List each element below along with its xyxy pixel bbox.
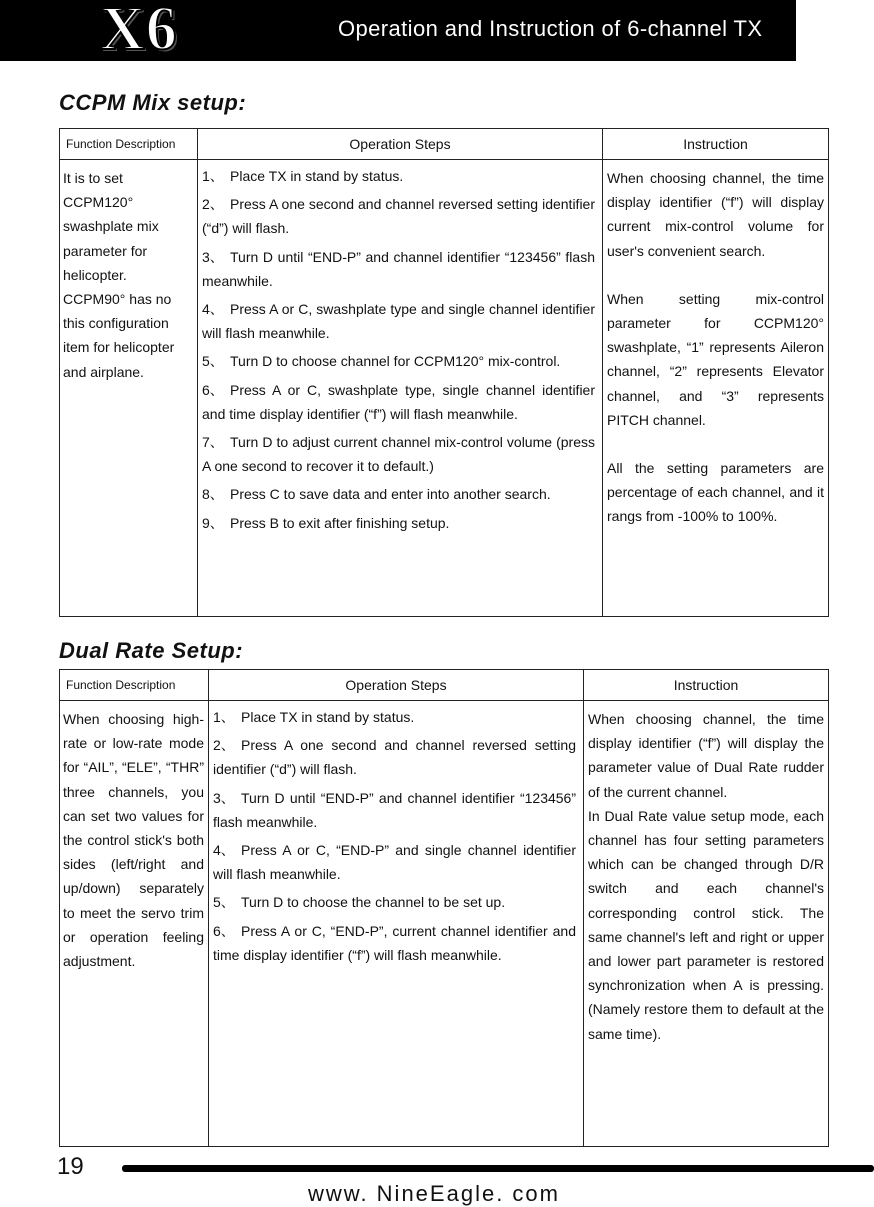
step-item [213,733,576,781]
step-item [202,297,595,345]
step-item [213,919,576,967]
dual-steps-list [209,701,583,967]
ccpm-description: It is to set CCPM120° swashplate mix parameter for helicopter. CCPM90° has no this configuration item for helicopter and airplane. [63,170,175,380]
instruction-paragraph: All the setting parameters are percentage of each channel, and it rangs from -100% to 100%. [607,460,824,525]
dual-col-function: Function Description [60,670,209,701]
step-number: 2、 [202,196,224,213]
step-number: 3、 [202,248,224,265]
step-item [202,164,595,188]
instruction-paragraph: When choosing channel, the time display identifier (“f”) will display current mix-control volume for user's convenient search. [607,170,824,259]
step-item [202,430,595,478]
step-number: 6、 [213,922,235,939]
dual-header-row [60,670,829,701]
x6-logo: X6 [100,0,178,63]
step-item [202,511,595,535]
dual-col-instruction: Instruction [584,670,829,701]
step-number: 1、 [202,168,224,184]
step-text: Place TX in stand by status. [230,168,404,184]
step-number: 5、 [202,353,224,370]
step-number: 6、 [202,381,224,398]
step-text: Press C to save data and enter into another search. [230,486,551,503]
dual-description: When choosing high-rate or low-rate mode for “AIL”, “ELE”, “THR” three channels, you can set two values for the control stick's both sides (left/right and up/down) separately to meet the servo trim or operation feeling adjustment. [63,711,204,970]
instruction-paragraph: In Dual Rate value setup mode, each channel has four setting parameters which can be changed through D/R switch and each channel's corresponding control stick. The same channel's left and right or upper and lower part parameter is restored synchronization when A is pressing. (Namely restore them to default at the same time). [588,807,824,1042]
step-text: Turn D until “END-P” and channel identifier “123456” flash meanwhile. [213,789,576,830]
ccpm-col-instruction: Instruction [603,129,829,160]
step-number: 4、 [213,842,235,859]
step-text: Press A or C, swashplate type, single channel identifier and time display identifier (“f”) will flash meanwhile. [202,381,595,422]
dual-body-row [60,701,829,1147]
dual-rate-table [59,669,829,1147]
step-number: 9、 [202,514,224,531]
ccpm-body-row [60,160,829,617]
step-item [213,890,576,914]
step-text: Press B to exit after finishing setup. [230,514,450,531]
ccpm-col-function: Function Description [60,129,198,160]
step-number: 3、 [213,789,235,806]
ccpm-steps-list [198,160,602,535]
step-number: 7、 [202,434,224,451]
step-text: Press A or C, “END-P” and single channel identifier will flash meanwhile. [213,842,576,883]
instruction-paragraph: When choosing channel, the time display identifier (“f”) will display the parameter value of Dual Rate rudder of the current channel. [588,711,824,800]
ccpm-col-steps: Operation Steps [198,129,603,160]
step-text: Press A one second and channel reversed setting identifier (“d”) will flash. [202,196,595,237]
step-text: Place TX in stand by status. [241,709,415,725]
ccpm-section-title: CCPM Mix setup: [59,90,247,115]
step-number: 1、 [213,709,235,725]
step-item [202,192,595,240]
step-text: Turn D to choose the channel to be set up. [241,894,506,911]
step-item [202,482,595,506]
step-number: 2、 [213,737,235,754]
instruction-paragraph: When setting mix-control parameter for CCPM120° swashplate, “1” represents Aileron channel, “2” represents Elevator channel, and “3” represents PITCH channel. [607,290,824,428]
page-number: 19 [57,1153,84,1180]
step-number: 5、 [213,894,235,911]
ccpm-instruction [603,160,828,529]
step-item [213,838,576,886]
step-text: Turn D to adjust current channel mix-control volume (press A one second to recover it to default.) [202,434,595,475]
ccpm-header-row [60,129,829,160]
step-number: 4、 [202,301,224,318]
step-item [213,705,576,729]
footer-url[interactable]: www. NineEagle. com [308,1181,560,1206]
header-title: Operation and Instruction of 6-channel TX [338,16,763,41]
step-item [202,378,595,426]
step-text: Turn D to choose channel for CCPM120° mix-control. [230,353,561,370]
ccpm-table [59,128,829,617]
step-text: Press A or C, “END-P”, current channel identifier and time display identifier (“f”) will flash meanwhile. [213,922,576,963]
step-item [202,349,595,373]
dual-rate-section-title: Dual Rate Setup: [59,638,244,663]
footer-divider [122,1165,874,1172]
dual-instruction [584,701,828,1046]
step-text: Press A one second and channel reversed setting identifier (“d”) will flash. [213,737,576,778]
step-text: Turn D until “END-P” and channel identifier “123456” flash meanwhile. [202,248,595,289]
dual-col-steps: Operation Steps [209,670,584,701]
step-number: 8、 [202,486,224,503]
step-item [202,245,595,293]
step-item [213,786,576,834]
step-text: Press A or C, swashplate type and single channel identifier will flash meanwhile. [202,301,595,342]
page-header [0,0,796,61]
